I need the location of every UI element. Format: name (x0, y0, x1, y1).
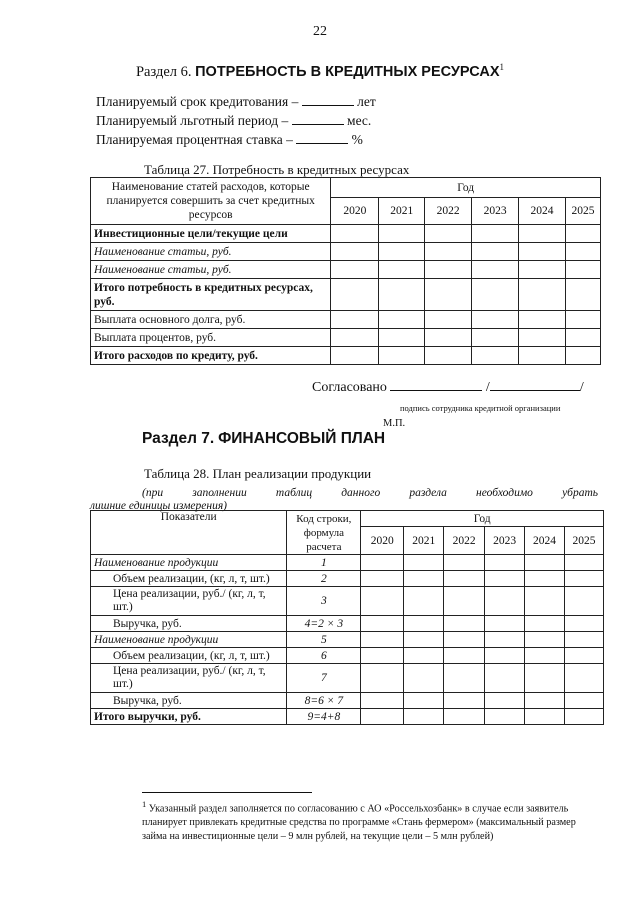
section6-title: ПОТРЕБНОСТЬ В КРЕДИТНЫХ РЕСУРСАХ (195, 63, 500, 80)
table-row (91, 648, 604, 664)
table-row (91, 693, 604, 709)
footnote-mark: 1 (142, 799, 147, 809)
table27-year: 2025 (565, 198, 600, 225)
table28-year: 2021 (404, 527, 444, 555)
signature-blank[interactable] (390, 379, 482, 391)
table-row (91, 225, 601, 243)
row-label: Наименование продукции (91, 555, 287, 571)
table-row (91, 311, 601, 329)
table-row (91, 664, 604, 693)
table28-year: 2024 (525, 527, 565, 555)
footnote-ref: 1 (499, 62, 504, 72)
interest-rate-unit: % (351, 132, 363, 147)
row-label: Цена реализации, руб./ (кг, л, т, шт.) (91, 587, 287, 616)
table-row (91, 571, 604, 587)
row-code: 6 (287, 648, 361, 664)
table28-year: 2023 (485, 527, 525, 555)
row-label: Наименование продукции (91, 632, 287, 648)
table27-header-name: Наименование статей расходов, которые планируется совершить за счет кредитных ресурсов (91, 178, 331, 225)
table28-caption: Таблица 28. План реализации продукции (144, 466, 372, 481)
table-row (91, 555, 604, 571)
row-label: Цена реализации, руб./ (кг, л, т, шт.) (91, 664, 287, 693)
row-label: Объем реализации, (кг, л, т, шт.) (91, 571, 287, 587)
row-code: 1 (287, 555, 361, 571)
row-code: 5 (287, 632, 361, 648)
row-label: Выплата процентов, руб. (91, 329, 331, 347)
loan-term-blank[interactable] (302, 94, 354, 106)
table-row (91, 709, 604, 725)
table-row (91, 587, 604, 616)
table27-year: 2022 (425, 198, 472, 225)
row-code: 3 (287, 587, 361, 616)
row-code: 2 (287, 571, 361, 587)
row-label: Наименование статьи, руб. (91, 243, 331, 261)
row-label: Объем реализации, (кг, л, т, шт.) (91, 648, 287, 664)
name-blank[interactable] (490, 379, 580, 391)
footnote (142, 797, 598, 844)
grace-period-unit: мес. (347, 113, 372, 128)
table28-year: 2022 (444, 527, 485, 555)
table-row (91, 616, 604, 632)
table-row (91, 243, 601, 261)
table27-year: 2021 (379, 198, 425, 225)
sales-plan-table (90, 510, 604, 725)
signature-caption: подпись сотрудника кредитной организации (400, 403, 561, 413)
footnote-divider (142, 792, 312, 793)
table27-year: 2024 (519, 198, 566, 225)
table27-caption: Таблица 27. Потребность в кредитных ресурсах (144, 162, 410, 177)
table28-note-cont: лишние единицы измерения) (90, 500, 228, 512)
table-row (91, 329, 601, 347)
section7-heading (142, 430, 385, 448)
section6-heading (0, 62, 640, 81)
footnote-text: Указанный раздел заполняется по согласованию с АО «Россельхозбанк» в случае если заявитель планирует привлекать кредитные средства по программе «Стань фермером» (максимальный размер займа на инвестиционные цели – 9 млн рублей, на текущие цели – 5 млн рублей) (142, 803, 576, 843)
table28-header-code: Код строки, формула расчета (287, 511, 361, 555)
row-label: Наименование статьи, руб. (91, 261, 331, 279)
interest-rate-label: Планируемая процентная ставка – (96, 132, 293, 147)
row-code: 7 (287, 664, 361, 693)
section7-prefix: Раздел 7. (142, 430, 215, 447)
table28-year: 2020 (361, 527, 404, 555)
row-label: Итого расходов по кредиту, руб. (91, 347, 331, 365)
interest-rate-blank[interactable] (296, 132, 348, 144)
section7-title: ФИНАНСОВЫЙ ПЛАН (218, 430, 386, 447)
grace-period-label: Планируемый льготный период – (96, 113, 289, 128)
table27-header-year: Год (331, 178, 601, 198)
section6-prefix: Раздел 6. (135, 63, 192, 80)
table-row (91, 261, 601, 279)
table28-note: (при заполнении таблиц данного раздела необходимо убрать (142, 487, 598, 499)
page-number: 22 (313, 24, 327, 39)
row-label: Итого выручки, руб. (91, 709, 287, 725)
interest-rate-field (96, 132, 363, 148)
table-row (91, 279, 601, 311)
loan-term-unit: лет (357, 94, 376, 109)
credit-needs-table (90, 177, 601, 365)
table28-year: 2025 (564, 527, 603, 555)
agreed-label: Согласовано (312, 380, 387, 395)
signature-slash: / (485, 380, 490, 395)
loan-term-label: Планируемый срок кредитования – (96, 94, 299, 109)
table27-year: 2023 (472, 198, 519, 225)
grace-period-blank[interactable] (292, 113, 344, 125)
loan-term-field (96, 94, 376, 110)
signature-line (312, 379, 584, 396)
grace-period-field (96, 113, 371, 129)
signature-slash: / (579, 380, 584, 395)
table28-header-name: Показатели (91, 511, 287, 555)
row-code: 4=2 × 3 (287, 616, 361, 632)
table28-header-year: Год (361, 511, 604, 527)
row-label: Выплата основного долга, руб. (91, 311, 331, 329)
table-row (91, 632, 604, 648)
row-code: 8=6 × 7 (287, 693, 361, 709)
table27-year: 2020 (331, 198, 379, 225)
row-label: Инвестиционные цели/текущие цели (91, 225, 331, 243)
table-row (91, 347, 601, 365)
stamp-label: М.П. (383, 418, 406, 429)
row-label: Выручка, руб. (91, 616, 287, 632)
row-code: 9=4+8 (287, 709, 361, 725)
row-label: Итого потребность в кредитных ресурсах, руб. (91, 279, 331, 311)
row-label: Выручка, руб. (91, 693, 287, 709)
